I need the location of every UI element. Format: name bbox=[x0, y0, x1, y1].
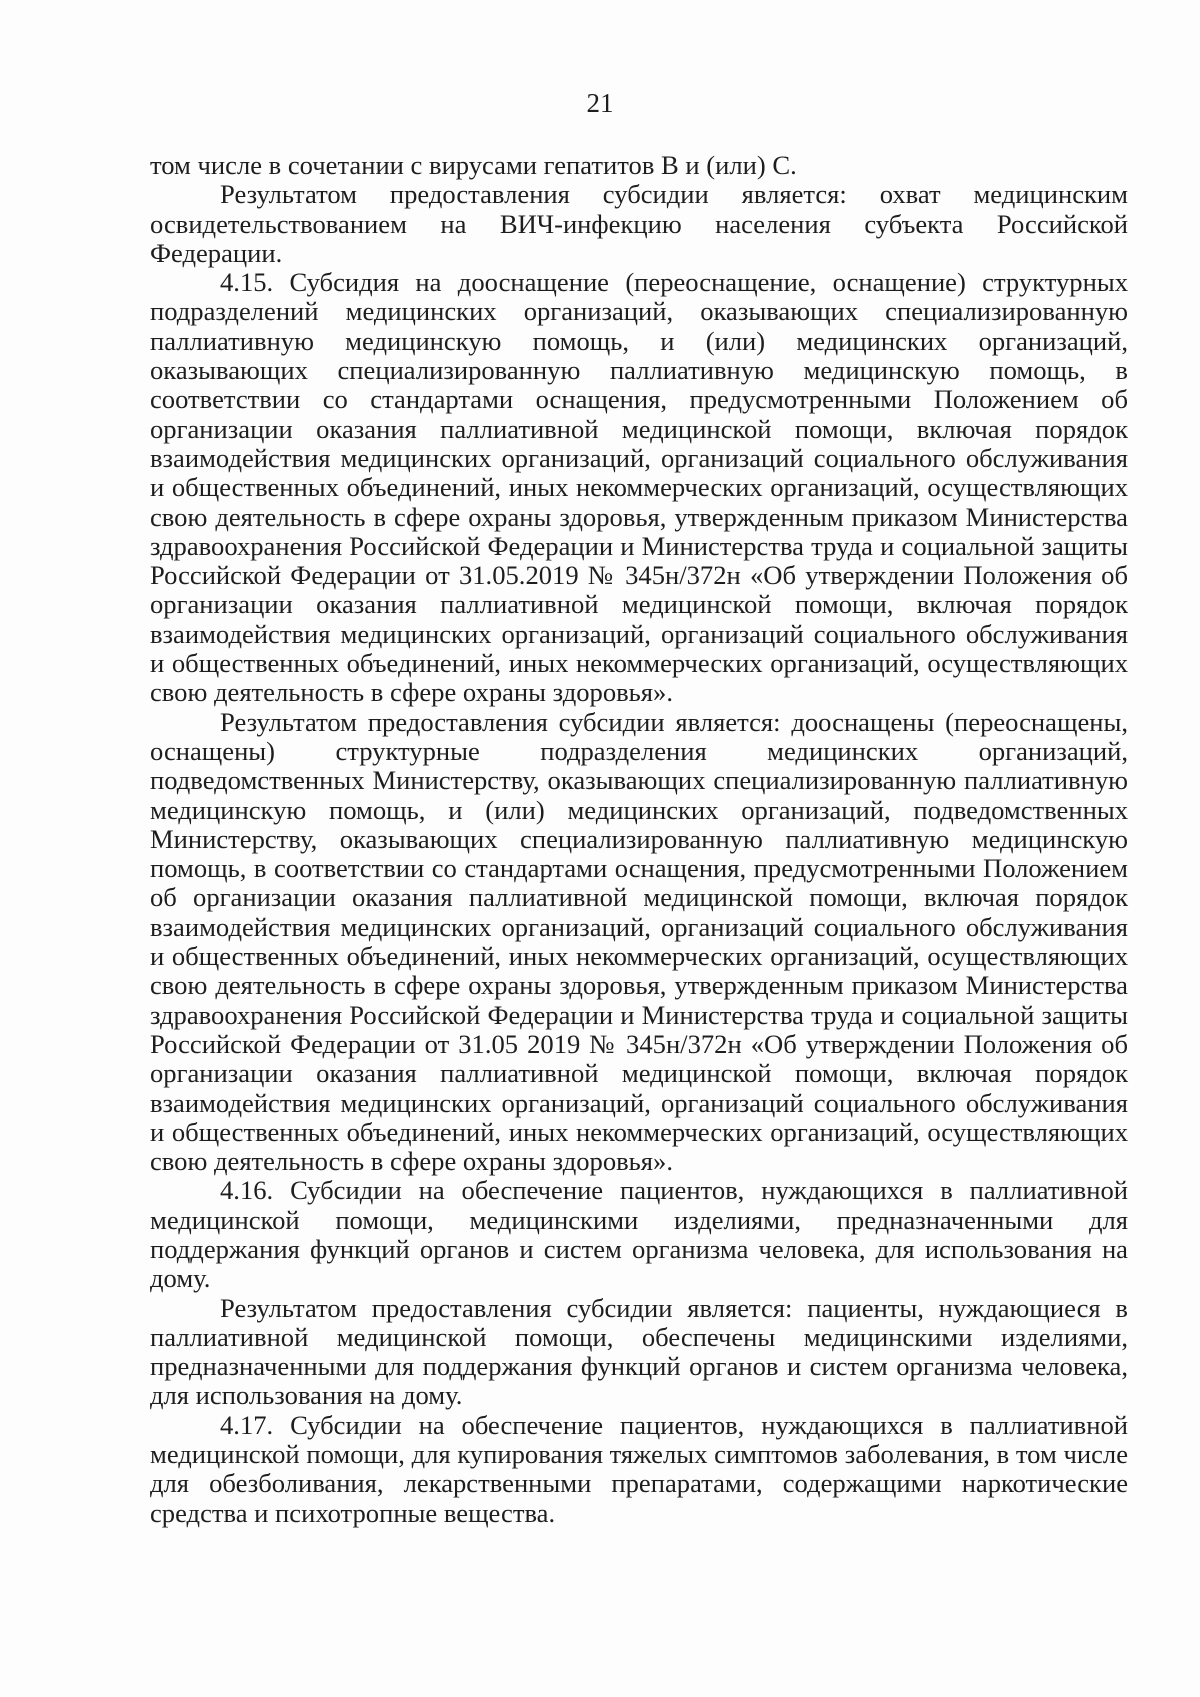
paragraph-continuation: том числе в сочетании с вирусами гепатитов В и (или) С. bbox=[150, 150, 797, 180]
paragraph-4-17: 4.17. Субсидии на обеспечение пациентов, нуждающихся в паллиативной медицинской помощи, для купирования тяжелых симптомов заболевания, в том числе для обезболивания, лекарственными препаратами, содержащими наркотические средства и психотропные вещества. bbox=[150, 1409, 1128, 1528]
paragraph-4-15: 4.15. Субсидия на дооснащение (переоснащение, оснащение) структурных подразделений медицинских организаций, оказывающих специализированную паллиативную медицинскую помощь, и (или) медицинских организаций, оказывающих специализированную паллиативную медицинскую помощь, в соответствии со стандартами оснащения, предусмотренными Положением об организации оказания паллиативной медицинской помощи, включая порядок взаимодействия медицинских организаций, организаций социального обслуживания и общественных объединений, иных некоммерческих организаций, осуществляющих свою деятельность в сфере охраны здоровья, утвержденным приказом Министерства здравоохранения Российской Федерации и Министерства труда и социальной защиты Российской Федерации от 31.05.2019 № 345н/372н «Об утверждении Положения об организации оказания паллиативной медицинской помощи, включая порядок взаимодействия медицинских организаций, организаций социального обслуживания и общественных объединений, иных некоммерческих организаций, осуществляющих свою деятельность в сфере охраны здоровья». bbox=[150, 267, 1128, 708]
paragraph-result-4-15: Результатом предоставления субсидии является: дооснащены (переоснащены, оснащены) структурные подразделения медицинских организаций, подведомственных Министерству, оказывающих специализированную паллиативную медицинскую помощь, и (или) медицинских организаций, подведомственных Министерству, оказывающих специализированную паллиативную медицинскую помощь, в соответствии со стандартами оснащения, предусмотренными Положением об организации оказания паллиативной медицинской помощи, включая порядок взаимодействия медицинских организаций, организаций социального обслуживания и общественных объединений, иных некоммерческих организаций, осуществляющих свою деятельность в сфере охраны здоровья, утвержденным приказом Министерства здравоохранения Российской Федерации и Министерства труда и социальной защиты Российской Федерации от 31.05 2019 № 345н/372н «Об утверждении Положения об организации оказания паллиативной медицинской помощи, включая порядок взаимодействия медицинских организаций, организаций социального обслуживания и общественных объединений, иных некоммерческих организаций, осуществляющих свою деятельность в сфере охраны здоровья». bbox=[150, 706, 1128, 1177]
document-body bbox=[150, 151, 1128, 1528]
page-number: 21 bbox=[586, 88, 614, 118]
paragraph-4-16: 4.16. Субсидии на обеспечение пациентов, нуждающихся в паллиативной медицинской помощи, медицинскими изделиями, предназначенными для поддержания функций органов и систем организма человека, для использования на дому. bbox=[150, 1175, 1128, 1294]
paragraph-result-hiv: Результатом предоставления субсидии является: охват медицинским освидетельствованием на ВИЧ-инфекцию населения субъекта Российской Федерации. bbox=[150, 179, 1128, 268]
paragraph-result-4-16: Результатом предоставления субсидии является: пациенты, нуждающиеся в паллиативной медицинской помощи, обеспечены медицинскими изделиями, предназначенными для поддержания функций органов и систем организма человека, для использования на дому. bbox=[150, 1292, 1128, 1411]
